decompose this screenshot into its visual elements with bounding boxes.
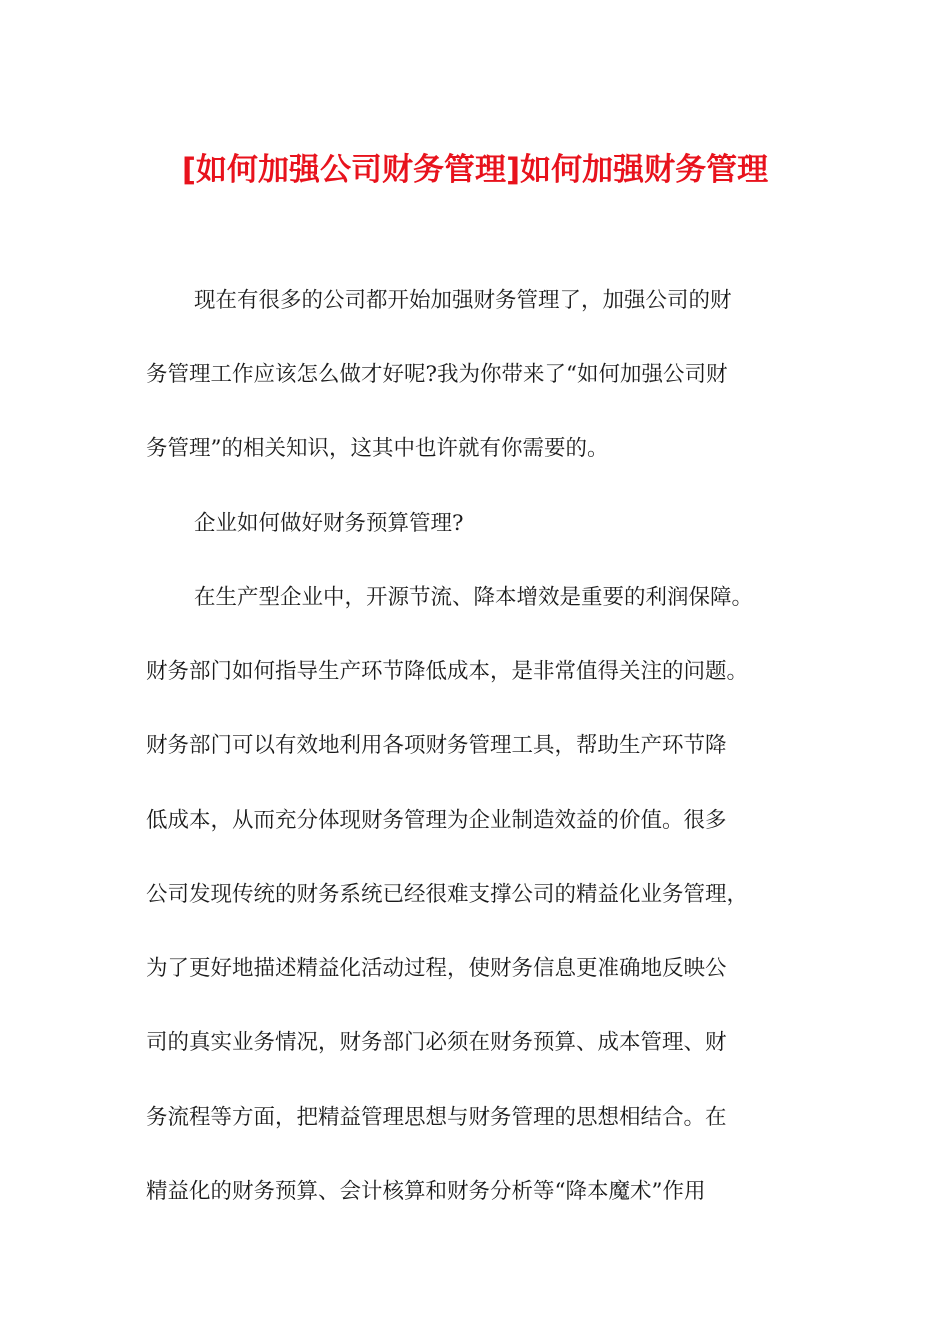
paragraph-line: 在生产型企业中，开源节流、降本增效是重要的利润保障。 xyxy=(194,585,754,610)
paragraph-line: 现在有很多的公司都开始加强财务管理了，加强公司的财 xyxy=(194,288,732,313)
paragraph-line: 务管理工作应该怎么做才好呢?我为你带来了“如何加强公司财 xyxy=(146,362,728,387)
paragraph-line: 精益化的财务预算、会计核算和财务分析等“降本魔术”作用 xyxy=(146,1179,706,1204)
section-heading: 企业如何做好财务预算管理? xyxy=(194,511,464,536)
paragraph-line: 财务部门可以有效地利用各项财务管理工具，帮助生产环节降 xyxy=(146,733,727,758)
paragraph-line: 为了更好地描述精益化活动过程，使财务信息更准确地反映公 xyxy=(146,956,727,981)
paragraph-line: 财务部门如何指导生产环节降低成本，是非常值得关注的问题。 xyxy=(146,659,749,684)
paragraph-line: 司的真实业务情况，财务部门必须在财务预算、成本管理、财 xyxy=(146,1030,727,1055)
paragraph-line: 务管理”的相关知识，这其中也许就有你需要的。 xyxy=(146,436,609,461)
paragraph-line: 公司发现传统的财务系统已经很难支撑公司的精益化业务管理， xyxy=(146,882,749,907)
paragraph-line: 低成本，从而充分体现财务管理为企业制造效益的价值。很多 xyxy=(146,808,727,833)
paragraph-line: 务流程等方面，把精益管理思想与财务管理的思想相结合。在 xyxy=(146,1105,727,1130)
document-title: [如何加强公司财务管理]如何加强财务管理 xyxy=(181,152,769,188)
